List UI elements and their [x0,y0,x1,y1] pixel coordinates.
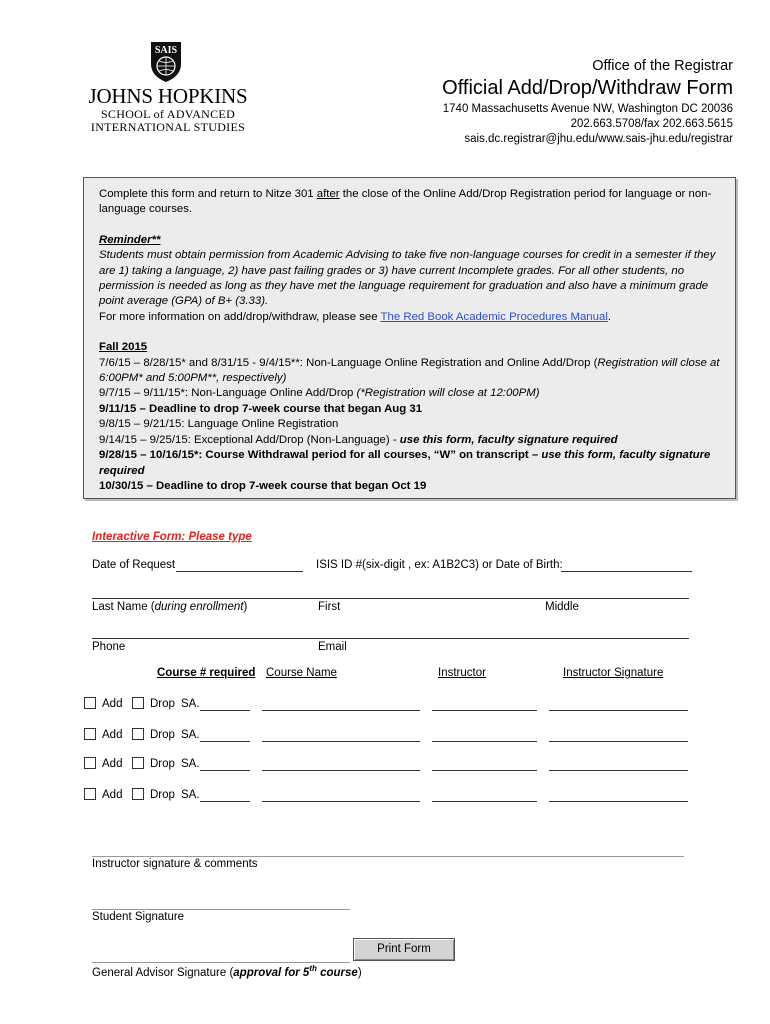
instructor-comments-field[interactable] [92,856,684,857]
reminder-title: Reminder** [99,233,161,246]
advisor-signature-label: General Advisor Signature (approval for 5th course) [92,964,362,979]
phone-fax: 202.663.5708/fax 202.663.5615 [570,118,733,130]
header [442,58,733,147]
logo-school-line2: INTERNATIONAL STUDIES [90,120,246,134]
sa-prefix: SA. [181,729,200,741]
instructor-signature-field[interactable] [549,741,688,742]
student-signature-field[interactable] [92,909,350,910]
date-label: Date of Request [92,559,176,571]
sa-prefix: SA. [181,698,200,710]
drop-checkbox[interactable] [132,757,144,769]
sa-prefix: SA. [181,758,200,770]
advisor-signature-field[interactable] [92,962,350,963]
schedule-line-3: 9/11/15 – Deadline to drop 7-week course that began Aug 31 [99,402,423,415]
add-label: Add [102,789,123,801]
drop-checkbox[interactable] [132,788,144,800]
instructor-signature-field[interactable] [549,710,688,711]
form-title: Official Add/Drop/Withdraw Form [442,77,733,99]
middle-name-label: Middle [545,601,579,613]
intro-text: Complete this form and return to Nitze 301 after the close of the Online Add/Drop Registration period for language or non-language courses. [99,188,712,216]
add-label: Add [102,698,123,710]
sa-prefix: SA. [181,789,200,801]
course-name-field[interactable] [262,770,420,771]
instructor-field[interactable] [432,801,537,802]
instructor-field[interactable] [432,710,537,711]
instructor-signature-field[interactable] [549,770,688,771]
col-course-number: Course # required [157,667,256,679]
first-name-label: First [318,601,341,613]
course-number-field[interactable] [200,741,250,742]
logo-school [88,108,248,134]
drop-checkbox[interactable] [132,697,144,709]
student-signature-label: Student Signature [92,911,185,923]
course-number-field[interactable] [200,801,250,802]
sais-seal-icon [148,40,184,84]
instructor-field[interactable] [432,770,537,771]
seal-text: SAIS [154,45,178,56]
reminder-body: Students must obtain permission from Academic Advising to take five non-language courses for credit in a semester if they are 1) taking a language, 2) have past failing grades or 3) have current Incomplete grades. For all other students, no permission is needed as long as they have met the language requirement for graduation and also have a minimum grade point average (GPA) of B+ (3.33). [99,249,716,308]
course-name-field[interactable] [262,741,420,742]
col-instructor-signature: Instructor Signature [563,667,664,679]
print-form-button[interactable]: Print Form [353,938,455,961]
schedule-line-1: 7/6/15 – 8/28/15* and 8/31/15 - 9/4/15**: Non-Language Online Registration and Online Add/Drop (Registration will close at 6:00PM* and 5:00PM**, respectively) [99,356,720,385]
add-label: Add [102,758,123,770]
instructions-box [83,177,736,499]
jhu-sais-logo [88,40,248,140]
phone-label: Phone [92,641,126,653]
logo-name: JOHNS HOPKINS [88,84,248,108]
term-title: Fall 2015 [99,341,148,354]
add-checkbox[interactable] [84,697,96,709]
drop-label: Drop [150,789,175,801]
instructor-field[interactable] [432,741,537,742]
add-checkbox[interactable] [84,728,96,740]
drop-checkbox[interactable] [132,728,144,740]
add-label: Add [102,729,123,741]
office-name: Office of the Registrar [592,58,733,74]
interactive-form-note: Interactive Form: Please type [92,531,252,543]
isis-label: ISIS ID #(six-digit , ex: A1B2C3) or Date of Birth: [316,559,563,571]
schedule-line-5: 9/14/15 – 9/25/15: Exceptional Add/Drop (Non-Language) - use this form, faculty signature required [99,433,618,446]
instructor-comments-label: Instructor signature & comments [92,858,258,870]
last-name-label: Last Name (during enrollment) [92,601,248,613]
schedule-line-7: 10/30/15 – Deadline to drop 7-week course that began Oct 19 [99,479,427,492]
instructor-signature-field[interactable] [549,801,688,802]
col-instructor: Instructor [438,667,486,679]
course-number-field[interactable] [200,770,250,771]
name-field[interactable] [92,598,689,599]
drop-label: Drop [150,758,175,770]
schedule-line-4: 9/8/15 – 9/21/15: Language Online Registration [99,418,339,431]
schedule-line-2: 9/7/15 – 9/11/15*: Non-Language Online Add/Drop (*Registration will close at 12:00PM) [99,387,540,400]
schedule-line-6: 9/28/15 – 10/16/15*: Course Withdrawal period for all courses, “W” on transcript – use this form, faculty signature required [99,449,711,477]
course-name-field[interactable] [262,710,420,711]
drop-label: Drop [150,698,175,710]
email-web: sais.dc.registrar@jhu.edu/www.sais-jhu.edu/registrar [464,133,733,145]
drop-label: Drop [150,729,175,741]
date-field[interactable] [176,571,303,572]
course-name-field[interactable] [262,801,420,802]
add-checkbox[interactable] [84,757,96,769]
col-course-name: Course Name [266,667,337,679]
red-book-link[interactable]: The Red Book Academic Procedures Manual [380,310,608,323]
add-checkbox[interactable] [84,788,96,800]
isis-field[interactable] [561,571,692,572]
contact-field[interactable] [92,638,689,639]
more-info: For more information on add/drop/withdraw, please see The Red Book Academic Procedures Manual. [99,310,612,323]
logo-school-line1: SCHOOL of ADVANCED [100,107,236,121]
course-number-field[interactable] [200,710,250,711]
address: 1740 Massachusetts Avenue NW, Washington DC 20036 [442,103,733,115]
email-label: Email [318,641,347,653]
